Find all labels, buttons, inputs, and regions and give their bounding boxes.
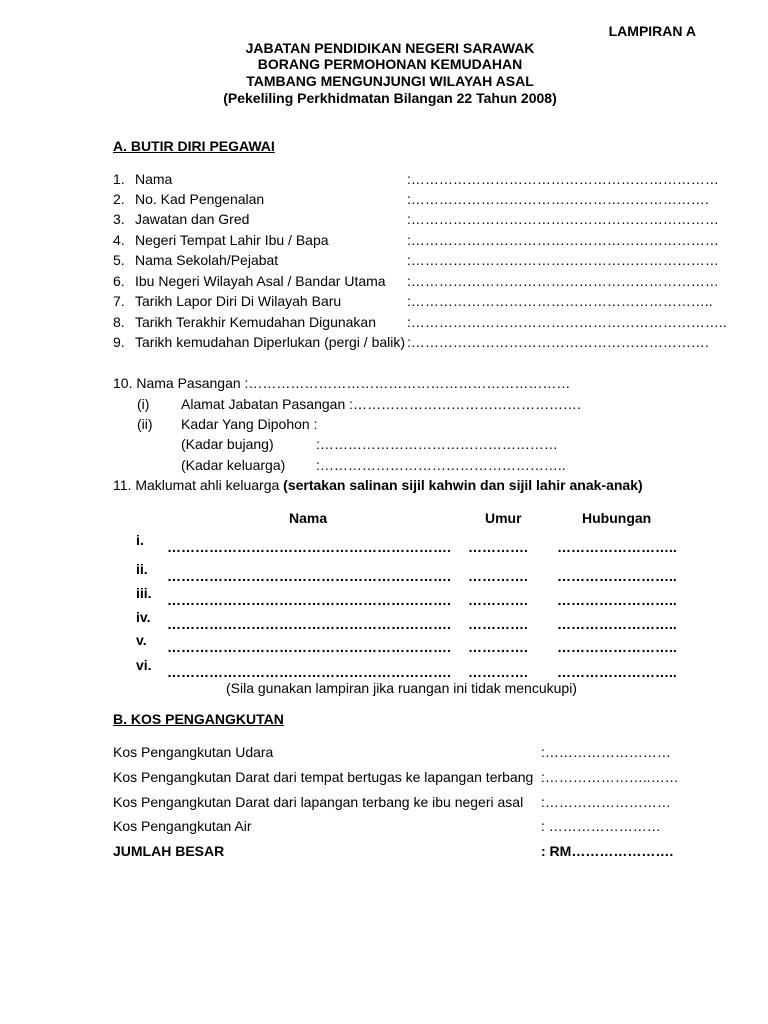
item-number: 2. [113, 191, 125, 207]
spouse-name-field[interactable]: 10. Nama Pasangan :…………………………………………………………… [113, 375, 571, 391]
row-number: iii. [136, 585, 152, 601]
cost-label-land-to-capital: Kos Pengangkutan Darat dari lapangan terbang ke ibu negeri asal [113, 794, 524, 810]
header-line-1: JABATAN PENDIDIKAN NEGERI SARAWAK [245, 40, 535, 56]
list-item [113, 314, 376, 330]
family-info-heading [113, 477, 643, 493]
total-field[interactable]: : RM…………………. [541, 843, 674, 859]
list-item [113, 334, 405, 350]
family-name-field[interactable]: ……………………………………………………. [167, 592, 451, 608]
item-number: 9. [113, 334, 125, 350]
family-name-field[interactable]: ……………………………………………………. [167, 539, 451, 555]
list-item [113, 211, 249, 227]
row-number: ii. [136, 561, 148, 577]
item-value-field[interactable]: :………………………………………………………… [407, 211, 719, 227]
list-item [113, 252, 278, 268]
cost-label-air: Kos Pengangkutan Udara [113, 744, 274, 760]
list-item [113, 293, 341, 309]
family-info-label: 11. Maklumat ahli keluarga [113, 477, 284, 493]
list-item [113, 191, 264, 207]
item-value-field[interactable]: :………………………………………………………… [407, 273, 719, 289]
cost-field-land-to-airport[interactable]: :…………………..…… [541, 769, 679, 785]
single-rate-label: (Kadar bujang) [181, 436, 274, 452]
list-item [113, 171, 172, 187]
family-relation-field[interactable]: …………………….. [557, 664, 677, 680]
cost-label-water: Kos Pengangkutan Air [113, 818, 252, 834]
row-number: v. [136, 632, 147, 648]
item-label: Nama Sekolah/Pejabat [135, 252, 279, 268]
row-number: iv. [136, 609, 151, 625]
cost-label-land-to-airport: Kos Pengangkutan Darat dari tempat bertugas ke lapangan terbang [113, 769, 534, 785]
row-number: vi. [136, 657, 152, 673]
family-rate-field[interactable]: :…………………………………………….. [316, 457, 566, 473]
family-rate-label: (Kadar keluarga) [181, 457, 286, 473]
sub-item-number: (ii) [137, 416, 153, 432]
cost-field-air[interactable]: :……………………… [541, 744, 671, 760]
item-value-field[interactable]: :………………………………………………………… [407, 252, 719, 268]
item-number: 4. [113, 232, 125, 248]
item-number: 8. [113, 314, 125, 330]
family-age-field[interactable]: …………. [468, 639, 528, 655]
family-relation-field[interactable]: …………………….. [557, 639, 677, 655]
family-table-note: (Sila gunakan lampiran jika ruangan ini tidak mencukupi) [226, 680, 577, 696]
item-value-field[interactable]: :……………………………………………………….. [407, 293, 713, 309]
item-value-field[interactable]: :………………………………………………………. [407, 334, 709, 350]
family-name-field[interactable]: ……………………………………………………. [167, 664, 451, 680]
header-line-4: (Pekeliling Perkhidmatan Bilangan 22 Tahun 2008) [223, 90, 557, 106]
family-relation-field[interactable]: …………………….. [557, 568, 677, 584]
cost-field-land-to-capital[interactable]: :……………………… [541, 794, 671, 810]
lampiran-label: LAMPIRAN A [608, 23, 696, 39]
sub-item-number: (i) [137, 396, 150, 412]
list-item [113, 232, 329, 248]
family-relation-field[interactable]: …………………….. [557, 592, 677, 608]
item-number: 6. [113, 273, 125, 289]
family-age-field[interactable]: …………. [468, 568, 528, 584]
family-age-field[interactable]: …………. [468, 539, 528, 555]
family-name-field[interactable]: ……………………………………………………. [167, 616, 451, 632]
column-header-name: Nama [289, 510, 328, 526]
cost-field-water[interactable]: : …………………… [541, 818, 661, 834]
list-item [113, 273, 386, 289]
section-b-title: B. KOS PENGANGKUTAN [113, 711, 284, 727]
row-number: i. [136, 532, 144, 548]
single-rate-field[interactable]: :…………………………………………… [316, 436, 558, 452]
item-label: Negeri Tempat Lahir Ibu / Bapa [135, 232, 329, 248]
family-age-field[interactable]: …………. [468, 664, 528, 680]
family-relation-field[interactable]: …………………….. [557, 539, 677, 555]
family-age-field[interactable]: …………. [468, 592, 528, 608]
item-label: Ibu Negeri Wilayah Asal / Bandar Utama [135, 273, 386, 289]
item-value-field[interactable]: :………………………………………………………… [407, 171, 719, 187]
requested-rate-label: Kadar Yang Dipohon : [181, 416, 318, 432]
item-value-field[interactable]: :………………………………………………………….. [407, 314, 727, 330]
total-label: JUMLAH BESAR [113, 843, 225, 859]
column-header-relation: Hubungan [582, 510, 652, 526]
item-number: 7. [113, 293, 125, 309]
family-name-field[interactable]: ……………………………………………………. [167, 568, 451, 584]
item-value-field[interactable]: :………………………………………………………. [407, 191, 709, 207]
header-line-3: TAMBANG MENGUNJUNGI WILAYAH ASAL [246, 73, 534, 89]
item-number: 5. [113, 252, 125, 268]
column-header-age: Umur [485, 510, 522, 526]
section-a-title: A. BUTIR DIRI PEGAWAI [113, 138, 275, 154]
family-relation-field[interactable]: …………………….. [557, 616, 677, 632]
family-name-field[interactable]: ……………………………………………………. [167, 639, 451, 655]
item-number: 3. [113, 211, 125, 227]
item-label: Nama [135, 171, 173, 187]
family-age-field[interactable]: …………. [468, 616, 528, 632]
item-label: No. Kad Pengenalan [135, 191, 265, 207]
family-info-note: (sertakan salinan sijil kahwin dan sijil lahir anak-anak) [283, 477, 643, 493]
item-label: Tarikh Terakhir Kemudahan Digunakan [135, 314, 376, 330]
item-number: 1. [113, 171, 125, 187]
header-line-2: BORANG PERMOHONAN KEMUDAHAN [257, 56, 523, 72]
item-value-field[interactable]: :………………………………………………………… [407, 232, 719, 248]
item-label: Jawatan dan Gred [135, 211, 250, 227]
item-label: Tarikh Lapor Diri Di Wilayah Baru [135, 293, 342, 309]
item-label: Tarikh kemudahan Diperlukan (pergi / balik) [135, 334, 406, 350]
spouse-office-address-field[interactable]: Alamat Jabatan Pasangan :…………………………………………. [181, 396, 581, 412]
